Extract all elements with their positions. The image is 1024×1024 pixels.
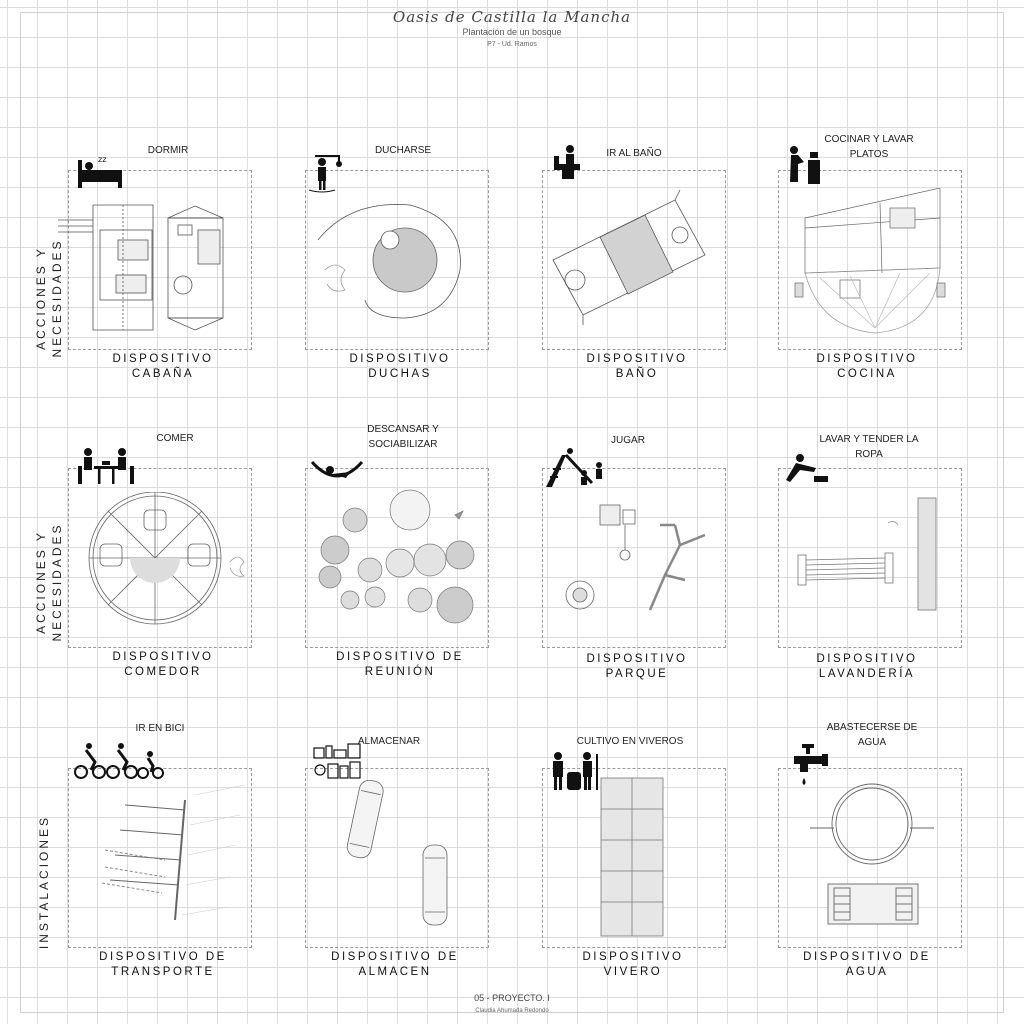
cyclists-icon <box>73 740 165 780</box>
toilet-person-icon <box>552 142 586 180</box>
device-line1: DISPOSITIVO DE <box>331 951 459 963</box>
parque-plan <box>555 495 720 625</box>
device-line1: DISPOSITIVO <box>582 951 684 963</box>
device-line2: CABAÑA <box>131 368 195 380</box>
lavanderia-plan <box>790 495 950 615</box>
action-text-line1: LAVAR Y TENDER LA <box>819 434 919 445</box>
device-label-parque <box>537 652 737 682</box>
row-label-2 <box>33 512 67 652</box>
action-label-cultivo <box>555 734 705 749</box>
device-line2: AGUA <box>845 966 889 978</box>
action-text: COMER <box>156 433 194 444</box>
author-label: Claudia Ahumada Redondo <box>475 1008 549 1014</box>
device-line1: DISPOSITIVO <box>349 353 451 365</box>
hammock-person-icon <box>310 458 364 488</box>
row-label-3-line1: INSTALACIONES <box>37 814 51 950</box>
device-label-transporte <box>63 950 263 980</box>
device-line2: COCINA <box>837 368 897 380</box>
row-label-1-line1: ACCIONES Y <box>34 246 48 350</box>
border-right <box>1003 12 1004 1012</box>
device-label-duchas <box>300 352 500 382</box>
sheet-subtitle: Plantación de un bosque <box>462 27 562 37</box>
device-label-cabana <box>63 352 263 382</box>
row-label-2-line2: NECESIDADES <box>50 522 64 642</box>
reunion-plan <box>310 485 485 625</box>
action-label-bici <box>85 721 235 736</box>
course-label: P7 - Ud. Ramos <box>487 41 537 48</box>
duchas-plan <box>310 190 485 325</box>
action-label-ducharse <box>328 143 478 158</box>
device-line1: DISPOSITIVO <box>816 353 918 365</box>
action-text: ALMACENAR <box>357 736 421 747</box>
device-label-cocina <box>767 352 967 382</box>
device-label-reunion <box>300 650 500 680</box>
device-line1: DISPOSITIVO <box>816 653 918 665</box>
cooking-person-icon <box>782 142 826 186</box>
device-line2: PARQUE <box>605 668 669 680</box>
action-label-descansar <box>328 422 478 452</box>
action-text: JUGAR <box>611 435 645 446</box>
storage-tools-icon <box>312 742 364 784</box>
almacen-plan <box>335 780 465 930</box>
action-label-jugar <box>553 433 703 448</box>
row-label-3 <box>36 807 54 957</box>
device-label-almacen <box>295 950 495 980</box>
device-line2: LAVANDERÍA <box>818 668 916 680</box>
row-label-1-line2: NECESIDADES <box>50 238 64 358</box>
vivero-plan <box>598 775 668 940</box>
device-line1: DISPOSITIVO <box>586 653 688 665</box>
device-label-bano <box>537 352 737 382</box>
device-label-agua <box>767 950 967 980</box>
sleeping-person-icon <box>74 152 126 190</box>
device-line1: DISPOSITIVO <box>586 353 688 365</box>
washing-person-icon <box>786 452 830 484</box>
action-text: IR EN BICI <box>135 723 185 734</box>
action-text-line2: ROPA <box>855 449 883 460</box>
svg-text:zz: zz <box>98 155 107 164</box>
eating-people-icon <box>76 444 136 486</box>
device-line2: REUNIÓN <box>364 666 436 678</box>
device-line2: COMEDOR <box>124 666 202 678</box>
device-line2: VIVERO <box>603 966 663 978</box>
device-label-lavanderia <box>767 652 967 682</box>
action-text-line2: PLATOS <box>849 149 889 160</box>
device-line1: DISPOSITIVO DE <box>803 951 931 963</box>
action-text-line1: COCINAR Y LAVAR <box>824 134 914 145</box>
device-line2: TRANSPORTE <box>111 966 215 978</box>
agua-plan <box>810 782 935 932</box>
device-line2: BAÑO <box>615 368 659 380</box>
cocina-plan <box>790 188 955 338</box>
action-text-line2: AGUA <box>857 737 887 748</box>
device-line2: DUCHAS <box>368 368 432 380</box>
cabana-plan <box>58 200 248 335</box>
sheet-title: Oasis de Castilla la Mancha <box>392 8 632 26</box>
action-text-line2: SOCIABILIZAR <box>368 439 438 450</box>
action-text-line1: DESCANSAR Y <box>367 424 439 435</box>
row-label-2-line1: ACCIONES Y <box>34 530 48 634</box>
shower-person-icon <box>305 150 349 194</box>
comedor-plan <box>80 492 260 628</box>
device-line1: DISPOSITIVO <box>112 651 214 663</box>
border-left <box>20 12 21 1012</box>
action-text: DORMIR <box>147 145 189 156</box>
playground-icon <box>544 447 614 489</box>
action-text: DUCHARSE <box>374 145 432 156</box>
device-line1: DISPOSITIVO DE <box>336 651 464 663</box>
project-label: 05 - PROYECTO. I <box>474 993 550 1003</box>
device-line2: ALMACEN <box>358 966 432 978</box>
gardener-icon <box>549 750 603 792</box>
bano-plan <box>545 190 725 330</box>
device-line1: DISPOSITIVO DE <box>99 951 227 963</box>
device-label-vivero <box>533 950 733 980</box>
transporte-plan <box>80 785 255 945</box>
device-line1: DISPOSITIVO <box>112 353 214 365</box>
device-label-comedor <box>63 650 263 680</box>
action-text: IR AL BAÑO <box>606 148 662 159</box>
action-text-line1: ABASTECERSE DE <box>826 722 918 733</box>
action-text: CULTIVO EN VIVEROS <box>576 736 684 747</box>
